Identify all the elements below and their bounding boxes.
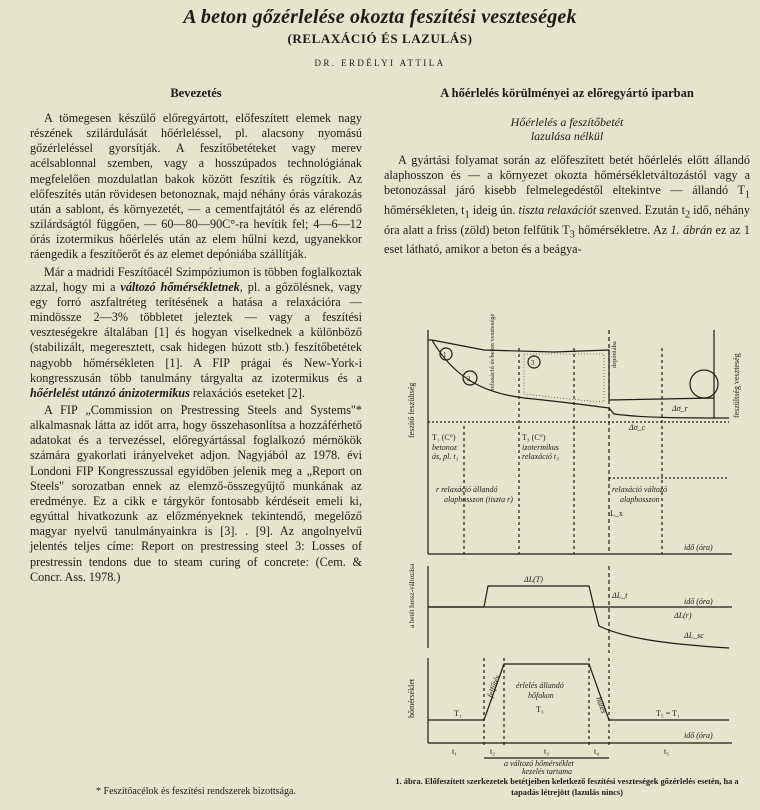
label-r-const-2: alaphosszon (tiszta r) bbox=[444, 495, 513, 504]
label-ido-2: idő (óra) bbox=[684, 597, 713, 606]
figure-1 bbox=[384, 313, 750, 776]
p2-text-c: relaxációs eseteket [2]. bbox=[189, 385, 305, 400]
label-curing-1: érlelés állandó bbox=[516, 681, 564, 690]
rp-f: hőmérsékletre. Az bbox=[574, 222, 671, 237]
rp-sub3: 2 bbox=[684, 209, 691, 221]
article-author: DR. ERDÉLYI ATTILA bbox=[314, 58, 446, 68]
label-t1-b2: ás, pl. t₁ bbox=[432, 452, 459, 461]
subheading-line-1: Hőérlelés a feszítőbetét bbox=[510, 115, 624, 129]
label-dl-t-r: ΔL_t bbox=[612, 591, 628, 600]
rp-b: hőmérsékleten, t bbox=[384, 203, 465, 218]
paragraph-2 bbox=[30, 265, 362, 401]
rp-g: ez az 1 eset látható, amikor a beton és a beágya- bbox=[384, 222, 750, 257]
temperature-curve bbox=[428, 664, 729, 720]
tick-label-t4: t₄ bbox=[594, 747, 600, 756]
rp-sub4: 3 bbox=[569, 229, 575, 241]
label-dsr: Δσ_r bbox=[672, 404, 688, 413]
paragraph-1: A tömegesen készülő előregyártott, előfeszített elemek nagy részének szilárdulását hőérleléssel, pl. alacsony nyomású gőzérleléssel gyorsítják. A feszítőbetéteket vagy merev acélsablonnal szemben, vagy a hosszúpados technológiának megfelelően mozdulatlan bakok között feszítik és rögzítik. Az előfeszítés után rövidesen betonoznak, majd néhány órás várakozás után a sablont, és környezetét, — a cementfajtától és az elérendő szilárdságtól függően, — 60—80—90C°-ra hevítik fel; 4—6—12 órás izotermikus hőérlelés után az elem hűlni kezd, ugyanekkor ráengedik a feszítőerőt és az elemet depóniába szállítják. bbox=[30, 111, 362, 262]
rp-e: idő, néhány óra alatt a friss (zöld) beton felfűtik T bbox=[384, 203, 750, 237]
p2-text-a: Már a madridi Feszítőacél Szimpóziumon is többen foglalkoztak azzal, hogy mi a bbox=[30, 264, 362, 294]
section-heading-conditions: A hőérlelés körülményei az előregyártó iparban bbox=[440, 86, 694, 100]
label-ido-3: idő (óra) bbox=[684, 731, 713, 740]
label-cooling: hűlés bbox=[594, 695, 609, 715]
figure-1-diagram bbox=[384, 313, 750, 776]
label-variable-temp-1: a változó hőmérséklet bbox=[504, 759, 574, 768]
tick-label-t3: t₃ bbox=[544, 747, 550, 756]
p2-emphasis-2: hőérlelést utánzó ánizotermikus bbox=[30, 385, 190, 400]
length-relax-curve bbox=[594, 607, 729, 648]
bottom-y-label: hőmérséklet bbox=[407, 678, 416, 718]
marker-1-label: 1 bbox=[443, 351, 447, 359]
mid-y-label: a betét hossz-változása bbox=[408, 563, 416, 628]
tick-label-t1: t₁ bbox=[452, 747, 458, 756]
rp-c: ideig ún. bbox=[469, 203, 519, 218]
section-heading-introduction: Bevezetés bbox=[170, 86, 222, 100]
label-t3-b2: relaxáció t₃ bbox=[522, 452, 559, 461]
subheading-line-2: lazulása nélkül bbox=[530, 129, 604, 143]
label-lx: L_x bbox=[610, 509, 623, 518]
label-r-var-1: relaxáció változó bbox=[612, 485, 668, 494]
rp-sub2: 1 bbox=[464, 209, 470, 221]
label-t1-bottom: T₁ bbox=[454, 709, 462, 718]
marker-3-label: 3 bbox=[531, 359, 535, 367]
label-dl-sc: ΔL_sc bbox=[684, 631, 704, 640]
rp-sub1: 1 bbox=[744, 189, 750, 201]
figure-caption: 1. ábra. Előfeszített szerkezetek betétjeiben keletkező feszítési veszteségek gőzérlelés esetén, ha a tapadás létrejött (lazulás nincs) bbox=[395, 777, 739, 797]
marker-2-label: 2 bbox=[467, 375, 471, 383]
label-t3-bottom: T₃ bbox=[536, 705, 544, 714]
rp-a: A gyártási folyamat során az előfeszített betét hőérlelés előtt állandó alaphosszon és — a környezet okozta hőmérsékletváltozástól vagy a betonozással járó kisebb felmelegedéstől eltekintve — állandó T bbox=[384, 153, 750, 198]
label-t3: T₃ (C°) bbox=[522, 433, 546, 442]
top-right-label: feszültség veszteség bbox=[732, 353, 741, 418]
rp-em2: 1. ábrán bbox=[670, 222, 713, 237]
article-title: A beton gőzérlelése okozta feszítési veszteségek bbox=[183, 6, 577, 28]
tick-label-t5: t₅ bbox=[664, 747, 670, 756]
article-subtitle: (RELAXÁCIÓ ÉS LAZULÁS) bbox=[287, 31, 473, 46]
rp-em1: tiszta relaxációt bbox=[518, 203, 597, 218]
label-ido-1: idő (óra) bbox=[684, 543, 713, 552]
label-t5: T₅ = T₁ bbox=[656, 709, 680, 718]
label-t1-b1: betonoz bbox=[432, 443, 457, 452]
label-t3-b1: izotermikus bbox=[522, 443, 559, 452]
label-heating: felfűtés bbox=[485, 673, 502, 699]
label-depot: depóniába bbox=[611, 341, 618, 368]
rp-d: szenved. Ezután t bbox=[596, 203, 685, 218]
label-relax-vertical: relaxáció és beton vesztesége bbox=[489, 313, 496, 390]
subsection-heading bbox=[384, 115, 750, 143]
label-curing-2: hőfokon bbox=[528, 691, 554, 700]
footnote: * Feszítőacélok és feszítési rendszerek bizottsága. bbox=[96, 786, 296, 797]
paragraph-3: A FIP „Commission on Prestressing Steels and Systems"* alkalmasnak látta az időt arra, hogy összehasonlítsa a hozzáférhető adatokat és a tervezéssel, előregyártással foglalkozó mérnökök számára gyakorlati irányelveket adjon. Nagyjából az 1978. évi Londoni FIP Kongresszussal egyidőben jelenik meg a „Report on Steels" sorozatban ennek az elemző-összegyűjtő munkának az eredménye. Ez a cikk e tárgykör fontosabb kérdéseit emeli ki, egyúttal hivatkozunk az előzményeknek tekintendő, megelőző magyar nyelvű tanulmányainkra is [3]. . [9]. Az angolnyelvű jelentés teljes címe: Report on prestressing steel 3: Losses of prestressin tendons due to steam curing of concrete: (Cem. & Concr. Ass. 1978.) bbox=[30, 402, 362, 584]
label-variable-temp-2: kezelés tartama bbox=[522, 767, 572, 776]
label-r-var-2: alaphosszon bbox=[620, 495, 660, 504]
label-t1: T₁ (C°) bbox=[432, 433, 456, 442]
label-dl-r: ΔL(r) bbox=[674, 611, 692, 620]
top-y-label: feszítő feszültség bbox=[407, 382, 416, 438]
right-paragraph-1 bbox=[384, 153, 750, 258]
p2-emphasis-1: változó hőmérsékletnek bbox=[120, 279, 240, 294]
stress-upper-curve bbox=[428, 340, 714, 400]
p2-text-b: , pl. a gőzölésnek, vagy egy forró aszfaltréteg terítésének a hatása a relaxációra — mindössze 2—3% többletet jeleztek — vagy a feszítési veszteségekre általában [1] és hogyan viselkednek a különböző (stabilizált, megeresztett, csak hidegen húzott stb.) feszítőbetétek nagyobb hőmérsékleten [1]. A FIP prágai és New-York-i kongresszusán több tanulmány tárgyalta az izotermikus és a bbox=[30, 279, 362, 385]
hatched-region bbox=[524, 354, 604, 402]
length-change-curve bbox=[428, 586, 594, 607]
label-dsc: Δσ_c bbox=[629, 423, 646, 432]
tick-label-t2: t₂ bbox=[490, 747, 496, 756]
right-column bbox=[384, 86, 750, 258]
left-column bbox=[30, 86, 362, 587]
label-r-const-1: r relaxáció állandó bbox=[436, 485, 498, 494]
label-dl-t: ΔL(T) bbox=[524, 575, 543, 584]
